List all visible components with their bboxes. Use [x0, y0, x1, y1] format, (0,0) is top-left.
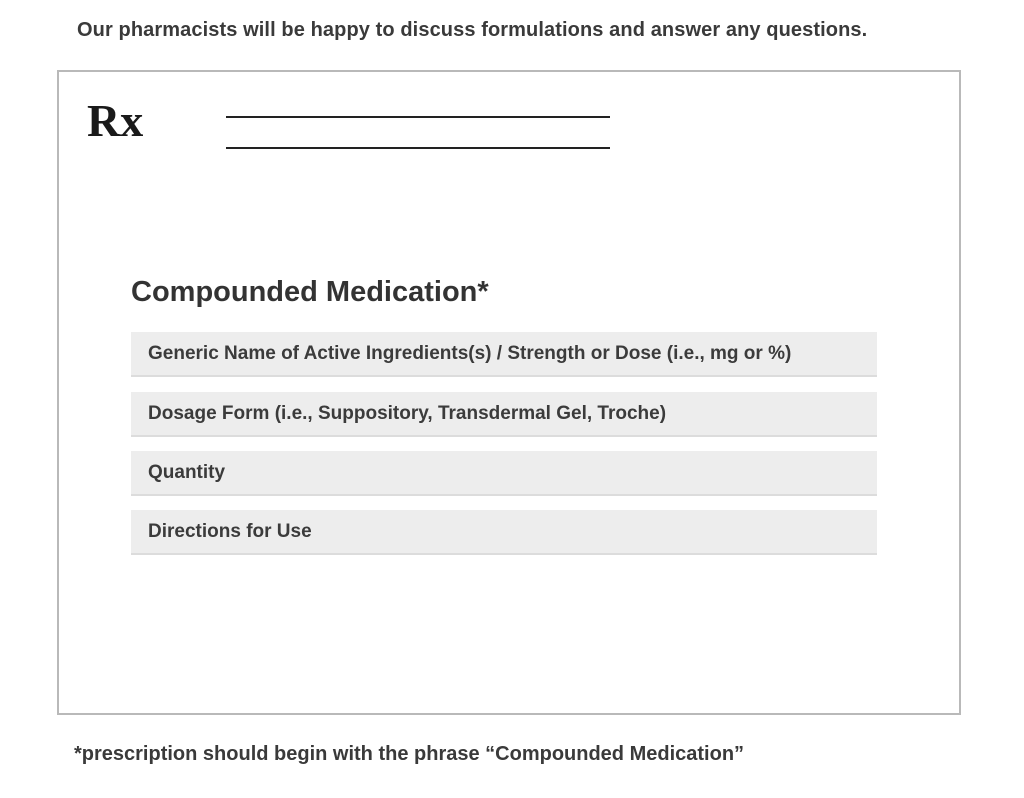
directions-field[interactable]: Directions for Use	[131, 510, 877, 555]
generic-name-field[interactable]: Generic Name of Active Ingredients(s) / Strength or Dose (i.e., mg or %)	[131, 332, 877, 377]
rx-blank-line-2	[226, 147, 610, 149]
footnote: *prescription should begin with the phrase “Compounded Medication”	[74, 743, 745, 765]
rx-symbol: Rx	[87, 95, 144, 146]
intro-text: Our pharmacists will be happy to discuss formulations and answer any questions.	[77, 19, 868, 41]
section-title: Compounded Medication*	[131, 276, 489, 308]
quantity-field[interactable]: Quantity	[131, 451, 877, 496]
prescription-box	[57, 70, 961, 715]
rx-blank-line-1	[226, 116, 610, 118]
dosage-form-field[interactable]: Dosage Form (i.e., Suppository, Transdermal Gel, Troche)	[131, 392, 877, 437]
